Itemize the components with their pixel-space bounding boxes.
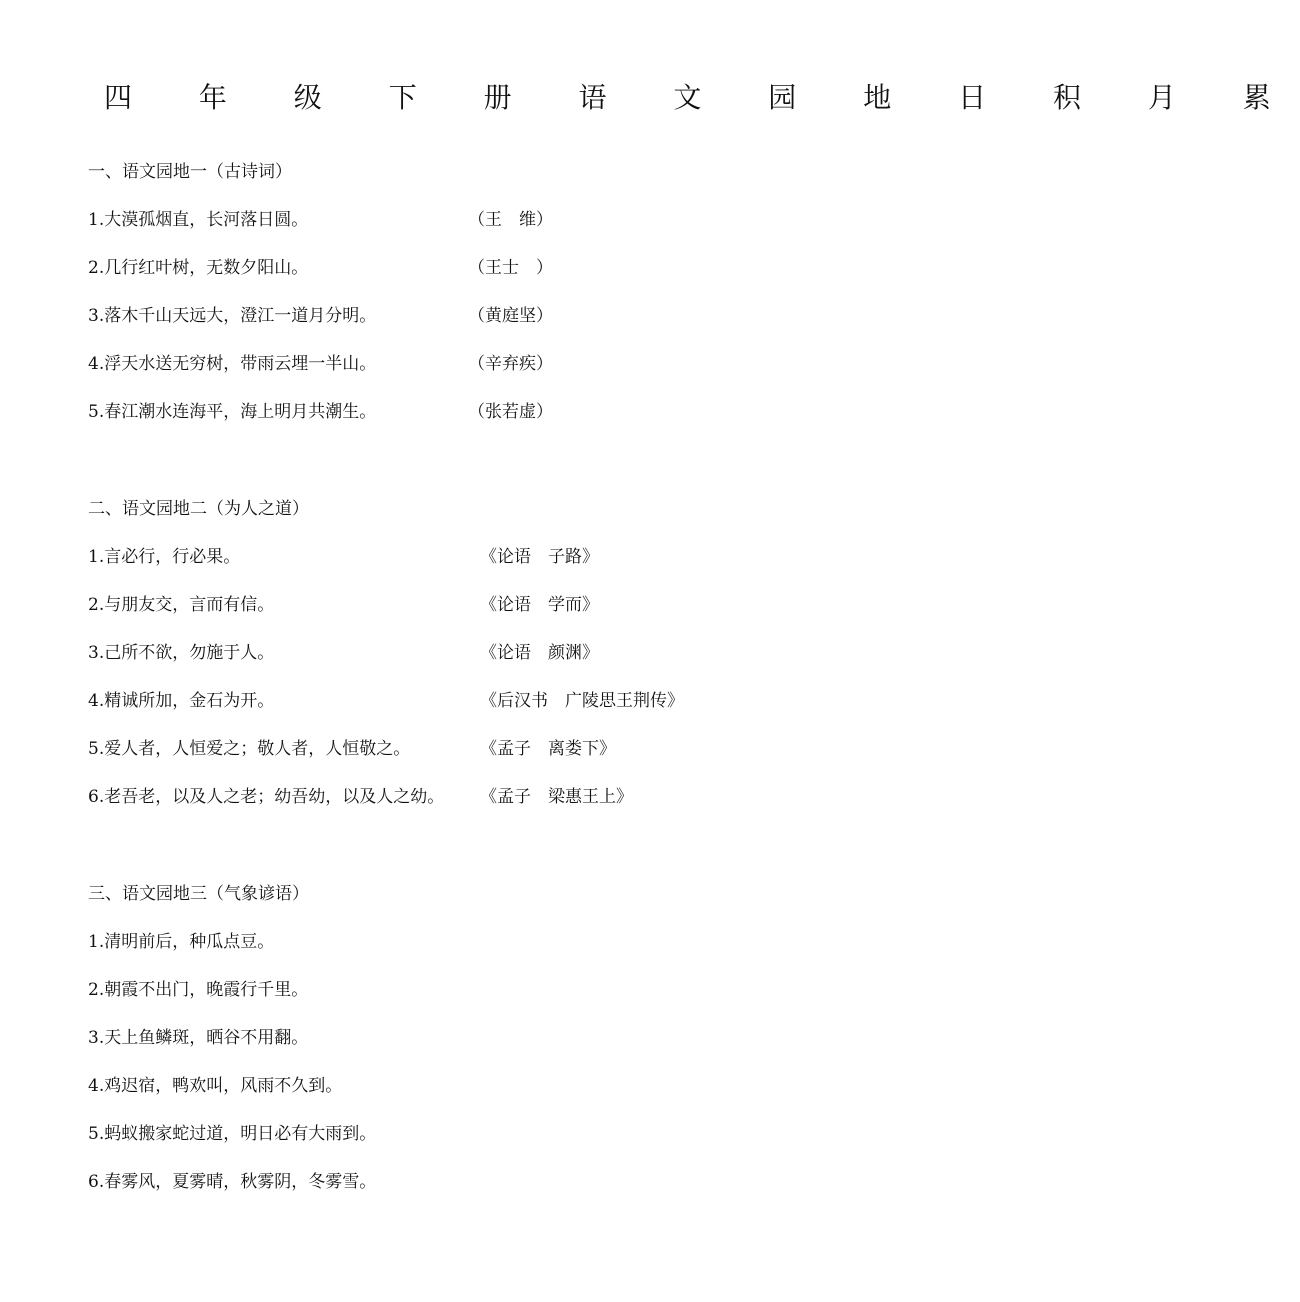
list-item xyxy=(88,641,848,665)
page-title: 四 年 级 下 册 语 文 园 地 日 积 月 累 xyxy=(104,81,1300,114)
proverb-line: 5.蚂蚁搬家蛇过道，明日必有大雨到。 xyxy=(88,1124,377,1144)
quote-line: 2.与朋友交，言而有信。 xyxy=(88,595,275,615)
list-item xyxy=(88,545,848,569)
quote-line: 3.己所不欲，勿施于人。 xyxy=(88,643,275,663)
poem-line: 1.大漠孤烟直，长河落日圆。 xyxy=(88,210,309,230)
quote-line: 6.老吾老，以及人之老；幼吾幼，以及人之幼。 xyxy=(88,787,445,807)
proverb-line: 3.天上鱼鳞斑，晒谷不用翻。 xyxy=(88,1028,309,1048)
list-item xyxy=(88,352,848,376)
poem-author: （张若虚） xyxy=(468,402,553,422)
list-item xyxy=(88,256,848,280)
proverb-line: 2.朝霞不出门，晚霞行千里。 xyxy=(88,980,309,1000)
list-item xyxy=(88,593,848,617)
quote-source: 《论语 颜渊》 xyxy=(480,643,599,663)
poem-line: 3.落木千山天远大，澄江一道月分明。 xyxy=(88,306,377,326)
poem-author: （辛弃疾） xyxy=(468,354,553,374)
proverb-line: 1.清明前后，种瓜点豆。 xyxy=(88,932,275,952)
proverb-line: 6.春雾风，夏雾晴，秋雾阴，冬雾雪。 xyxy=(88,1172,377,1192)
poem-line: 2.几行红叶树，无数夕阳山。 xyxy=(88,258,309,278)
list-item xyxy=(88,304,848,328)
poem-line: 5.春江潮水连海平，海上明月共潮生。 xyxy=(88,402,377,422)
list-item xyxy=(88,785,848,809)
list-item xyxy=(88,1122,848,1146)
section-virtues xyxy=(88,497,848,809)
list-item xyxy=(88,689,848,713)
list-item xyxy=(88,737,848,761)
section-ancient-poems xyxy=(88,160,848,424)
section-heading: 二、语文园地二（为人之道） xyxy=(88,499,309,519)
quote-source: 《孟子 离娄下》 xyxy=(480,739,616,759)
section-heading: 一、语文园地一（古诗词） xyxy=(88,162,292,182)
quote-source: 《后汉书 广陵思王荆传》 xyxy=(480,691,684,711)
poem-author: （黄庭坚） xyxy=(468,306,553,326)
quote-source: 《孟子 梁惠王上》 xyxy=(480,787,633,807)
list-item xyxy=(88,400,848,424)
list-item xyxy=(88,1074,848,1098)
section-weather-proverbs xyxy=(88,882,848,1194)
quote-line: 4.精诚所加，金石为开。 xyxy=(88,691,275,711)
quote-source: 《论语 学而》 xyxy=(480,595,599,615)
quote-line: 5.爱人者，人恒爱之；敬人者，人恒敬之。 xyxy=(88,739,411,759)
list-item xyxy=(88,930,848,954)
quote-source: 《论语 子路》 xyxy=(480,547,599,567)
poem-author: （王士 ） xyxy=(468,258,553,278)
poem-line: 4.浮天水送无穷树，带雨云埋一半山。 xyxy=(88,354,377,374)
quote-line: 1.言必行，行必果。 xyxy=(88,547,241,567)
list-item xyxy=(88,1026,848,1050)
proverb-line: 4.鸡迟宿，鸭欢叫，风雨不久到。 xyxy=(88,1076,343,1096)
list-item xyxy=(88,978,848,1002)
section-heading: 三、语文园地三（气象谚语） xyxy=(88,884,309,904)
list-item xyxy=(88,208,848,232)
poem-author: （王 维） xyxy=(468,210,553,230)
list-item xyxy=(88,1170,848,1194)
